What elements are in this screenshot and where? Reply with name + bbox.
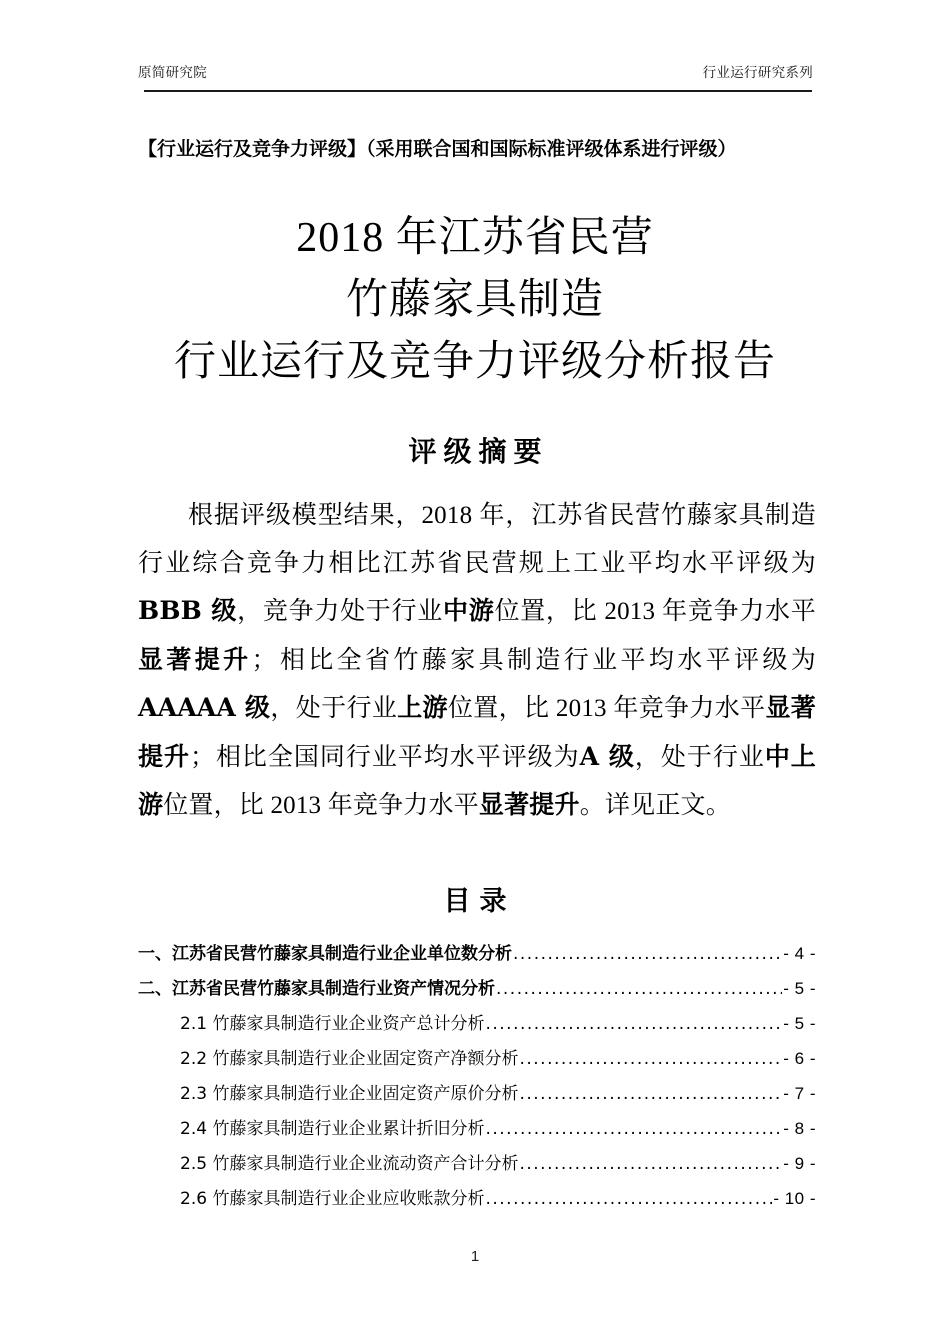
toc-entry-label: 二、江苏省民营竹藤家具制造行业资产情况分析: [138, 979, 495, 999]
report-title-line-1: 2018 年江苏省民营: [296, 215, 654, 261]
toc-entry-label: 2.2 竹藤家具制造行业企业固定资产净额分析: [180, 1049, 519, 1069]
toc-entry-label: 2.3 竹藤家具制造行业企业固定资产原价分析: [180, 1084, 519, 1104]
summary-text: 位置，比 2013 年竞争力水平: [447, 695, 766, 722]
toc-entry-page: - 5 -: [783, 979, 816, 998]
summary-emphasis: 中上游: [138, 741, 817, 819]
toc-entry-page: - 10 -: [773, 1189, 816, 1208]
toc-leader-dots: [485, 1112, 782, 1147]
summary-emphasis: 显著提升: [478, 790, 580, 819]
toc-entry[interactable]: [138, 971, 816, 1006]
report-kicker-line: 【行业运行及竞争力评级】（采用联合国和国际标准评级体系进行评级）: [138, 138, 737, 160]
toc-entry[interactable]: [138, 1041, 816, 1076]
toc-leader-dots: [519, 1042, 782, 1077]
toc-entry[interactable]: [138, 1146, 816, 1181]
summary-text: ；相比全省竹藤家具制造行业平均水平评级为: [251, 646, 816, 674]
toc-entry[interactable]: [138, 1111, 816, 1146]
summary-emphasis: 显著提升: [138, 644, 252, 674]
summary-text: 位置，比 2013 年竞争力水平: [163, 792, 479, 819]
toc-entry-label: 2.6 竹藤家具制造行业企业应收账款分析: [180, 1189, 485, 1209]
report-title-block: [0, 207, 950, 393]
toc-entry-label: 一、江苏省民营竹藤家具制造行业企业单位数分析: [138, 944, 512, 964]
summary-emphasis: 上游: [397, 693, 448, 722]
summary-text: ，处于行业: [634, 743, 765, 771]
report-title-line-2: 竹藤家具制造: [345, 277, 604, 323]
summary-emphasis: 中游: [443, 596, 495, 625]
summary-text: 。详见正文。: [579, 792, 731, 819]
toc-leader-dots: [513, 937, 782, 972]
toc-entry-page: - 9 -: [783, 1154, 816, 1173]
toc-entry[interactable]: [138, 1181, 816, 1216]
toc-entry-page: - 6 -: [783, 1049, 816, 1068]
toc-entry[interactable]: [138, 1076, 816, 1111]
toc-leader-dots: [519, 1147, 782, 1182]
toc-entry-label: 2.4 竹藤家具制造行业企业累计折旧分析: [180, 1119, 485, 1139]
toc-heading: 目录: [443, 886, 516, 917]
toc-entry-label: 2.5 竹藤家具制造行业企业流动资产合计分析: [180, 1154, 519, 1174]
toc-entry[interactable]: [138, 936, 816, 971]
summary-text: ；相比全国同行业平均水平评级为: [189, 743, 580, 771]
table-of-contents: [138, 936, 816, 1216]
header-divider-rule: [144, 90, 812, 92]
toc-leader-dots: [485, 1007, 782, 1042]
toc-entry-page: - 5 -: [783, 1014, 816, 1033]
report-title-line-3: 行业运行及竞争力评级分析报告: [173, 339, 776, 385]
footer-page-number: 1: [470, 1248, 480, 1265]
summary-text: 根据评级模型结果，2018 年，江苏省民营竹藤家具制造行业综合竞争力相比江苏省民营规上工业平均水平评级为: [138, 502, 816, 577]
toc-leader-dots: [519, 1077, 782, 1112]
toc-leader-dots: [496, 972, 782, 1007]
header-right-text: 行业运行研究系列: [702, 65, 813, 81]
summary-emphasis: BBB 级: [138, 596, 238, 625]
summary-emphasis: A 级: [579, 741, 635, 771]
summary-text: ，竞争力处于行业: [237, 598, 443, 625]
toc-leader-dots: [485, 1182, 772, 1217]
summary-emphasis: 显著提升: [138, 693, 817, 771]
running-header: [138, 64, 813, 82]
toc-entry-page: - 8 -: [783, 1119, 816, 1138]
toc-entry-page: - 4 -: [783, 944, 816, 963]
toc-entry-label: 2.1 竹藤家具制造行业企业资产总计分析: [180, 1014, 485, 1034]
summary-paragraph: [138, 492, 816, 830]
summary-heading: 评级摘要: [408, 435, 549, 468]
summary-emphasis: AAAAA 级: [138, 693, 271, 722]
summary-text: ，处于行业: [270, 695, 398, 722]
summary-text: 位置，比 2013 年竞争力水平: [494, 598, 816, 625]
header-left-text: 原简研究院: [138, 65, 207, 81]
toc-entry[interactable]: [138, 1006, 816, 1041]
toc-entry-page: - 7 -: [783, 1084, 816, 1103]
